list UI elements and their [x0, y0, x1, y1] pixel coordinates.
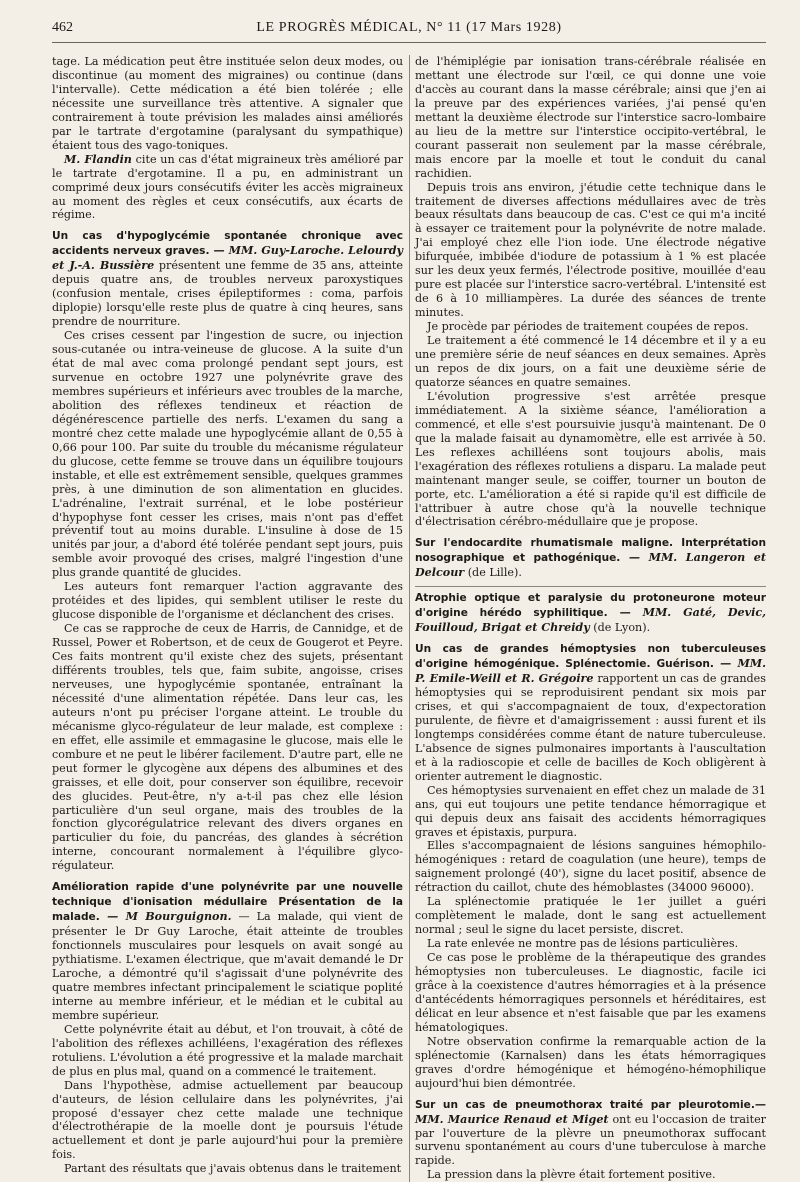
section-authors: — MM. P. Emile-Weill et R. Grégoire [415, 657, 766, 686]
journal-title: LE PROGRÈS MÉDICAL, N° 11 (17 Mars 1928) [256, 20, 562, 35]
section-rule [415, 586, 766, 587]
paragraph-text: rapportent un cas de grandes hémoptysies qui se reproduisirent pendant six mois par crises, et qui s'accompagnaient de toux, d'expectoration purulente, de fièvre et d'amaigrissement : aussi furent et ils longtemps considérées comme étant de nature tuberculeuse. L'absence de signes pulmonaires importants à l'auscultation et à la radioscopie et celle de bacilles de Koch obligèrent à orienter autrement le diagnostic. [415, 672, 766, 783]
section-heading [52, 229, 403, 329]
section-heading [415, 1098, 766, 1169]
paragraph: de l'hémiplégie par ionisation trans-cérébrale réalisée en mettant une électrode sur l'œil, ce qui donne une voie d'accès au courant dans la masse cérébrale; ainsi que j'en ai la preuve par des expériences variées, j'ai pensé qu'en mettant la deuxième électrode sur l'interstice sacro-lombaire au lieu de la mettre sur l'interstice occipito-vertébral, le courant passerait non seulement par la masse cérébrale, mais encore par la moelle et tout le conduit du canal rachidien. [415, 55, 766, 180]
section-authors: — MM. Langeron et Delcour [415, 551, 766, 580]
page-header [52, 20, 766, 43]
paragraph: L'évolution progressive s'est arrêtée presque immédiatement. A la sixième séance, l'amélioration a commencé, et elle s'est poursuivie jusqu'à maintenant. De 0 que la malade faisait au dynamomètre, elle est arrivée à 50. Les reflexes achilléens sont toujours abolis, mais l'exagération des réflexes rotuliens a disparu. La malade peut maintenant manger seule, se coiffer, tourner un bouton de porte, etc. L'amélioration a été si rapide qu'il est difficile de l'attribuer à autre chose qu'à la nouvelle technique d'électrisation cérébro-médullaire que je propose. [415, 389, 766, 529]
paragraph: La splénectomie pratiquée le 1er juillet a guéri complètement le malade, dont le sang est actuellement normal ; seul le signe du lacet persiste, discret. [415, 895, 766, 937]
section-title: Un cas de grandes hémoptysies non tuberculeuses d'origine hémogénique. Splénectomie. Guérison. [415, 643, 766, 671]
section-title: Sur un cas de pneumothorax traité par pleurotomie. [415, 1098, 755, 1111]
paragraph: Ces hémoptysies survenaient en effet chez un malade de 31 ans, qui eut toujours une petite tendance hémorragique et qui depuis deux ans faisait des accidents hémorragiques graves et épistaxis, purpura. [415, 783, 766, 839]
paragraph: Je procède par périodes de traitement coupées de repos. [427, 320, 749, 334]
page-number: 462 [52, 20, 73, 35]
left-column [52, 55, 403, 1182]
paragraph-text: présentent une femme de 35 ans, atteinte depuis quatre ans, de troubles nerveux paroxystiques (confusion mentale, crises épileptiformes : coma, parfois diplopie) lorsqu'elle reste plus de quatre à cinq heures, sans prendre de nourriture. [52, 259, 403, 329]
section-authors: — MM. Maurice Renaud et Miget [415, 1097, 766, 1126]
paragraph: Cette polynévrite était au début, et l'on trouvait, à côté de l'abolition des réflexes achilléens, l'exagération des réflexes rotuliens. L'évolution a été progressive et la malade marchait de plus en plus mal, quand on a commencé le traitement. [52, 1022, 403, 1078]
paragraph-text: cite un cas d'état migraineux très amélioré par le tartrate d'ergotamine. Il a pu, en administrant un comprimé deux jours consécutifs éviter les accès migraineux au moment des règles et ceux consécutifs, aux écarts de régime. [52, 152, 404, 222]
paragraph: Les auteurs font remarquer l'action aggravante des protéides et des lipides, qui semblent utiliser le reste du glucose disponible de l'organisme et déclanchent des crises. [52, 580, 403, 622]
section-title: Sur l'endocardite rhumatismale maligne. Interprétation nosographique et pathogénique. [415, 537, 766, 565]
paragraph: Elles s'accompagnaient de lésions sanguines hémophilo-hémogéniques : retard de coagulation (une heure), temps de saignement prolongé (40'), signe du lacet positif, absence de rétraction du caillot, chute des hémoblastes (34000 96000). [415, 839, 766, 895]
paragraph-text: — La malade, qui vient de présenter le Dr Guy Laroche, était atteinte de troubles fonctionnels musculaires pour lesquels on avait songé au pythiatisme. L'examen électrique, que m'avait demandé le Dr Laroche, a démontré qu'il s'agissait d'une polynévrite des quatre membres infectant principalement le sciatique poplité interne au membre inférieur, et le médian et le cubital au membre supérieur. [52, 910, 403, 1022]
section-place: (de Lille). [464, 566, 522, 580]
author-name: M. Flandin [64, 152, 132, 166]
paragraph [52, 153, 403, 223]
paragraph: Dans l'hypothèse, admise actuellement par beaucoup d'auteurs, de lésion cellulaire dans les polynévrites, j'ai proposé d'essayer chez cette malade une technique d'électrothérapie de la moelle dont je poursuis l'étude actuellement et dont je parle aujourd'hui pour la première fois. [52, 1078, 403, 1162]
right-column [415, 55, 766, 1182]
section-title: Atrophie optique et paralysie du protoneurone moteur d'origine hérédo syphilitique. [415, 592, 766, 620]
paragraph: Depuis trois ans environ, j'étudie cette technique dans le traitement de diverses affections médullaires avec de très beaux résultats dans beaucoup de cas. C'est ce qui m'a incité à essayer ce traitement pour la polynévrite de notre malade. J'ai employé chez elle l'ion iode. Une électrode négative bifurquée, imbibée d'iodure de potassium à 1 % est placée sur les deux yeux fermés, l'électrode positive, mouillée d'eau pure est placée sur l'interstice sacro-vertébral. L'intensité est de 6 à 10 milliampères. La durée des séances de trente minutes. [415, 180, 766, 320]
paragraph: Partant des résultats que j'avais obtenus dans le traitement [64, 1162, 402, 1176]
paragraph: Le traitement a été commencé le 14 décembre et il y a eu une première série de neuf séances en deux semaines. Après un repos de dix jours, on a fait une deuxième série de quatorze séances en quatre semaines. [415, 334, 766, 389]
section-heading [52, 880, 403, 1023]
paragraph: La pression dans la plèvre était fortement positive. [427, 1168, 716, 1182]
two-column-body [52, 55, 766, 1182]
section-title: Un cas d'hypoglycémie spontanée chronique avec accidents nerveux graves. [52, 230, 403, 258]
section-authors: — MM. Guy-Laroche. Lelourdy et J.-A. Bussière [52, 244, 403, 273]
paragraph: Notre observation confirme la remarquable action de la splénectomie (Karnalsen) dans les états hémorragiques graves d'ordre hémogénique et hémogéno-hémophilique aujourd'hui bien démontrée. [415, 1034, 766, 1090]
paragraph: Ces crises cessent par l'ingestion de sucre, ou injection sous-cutanée ou intra-veineuse de glucose. A la suite d'un état de mal avec coma prolongé pendant sept jours, est survenue en octobre 1927 une polynévrite grave des membres supérieurs et inférieurs avec troubles de la marche, abolition des réflexes tendineux et réaction de dégénérescence partielle des nerfs. L'examen du sang a montré chez cette malade une hypoglycémie allant de 0,55 à 0,66 pour 100. Par suite du trouble du mécanisme régulateur du glucose, cette femme se trouve dans un équilibre toujours instable, et elle est extrêmement sensible, quelques grammes près, à une diminution de son alimentation en glucides. L'adrénaline, l'extrait surrénal, et le lobe postérieur d'hypophyse font cesser les crises, mais n'ont pas d'effet préventif tout au moins durable. L'insuline à dose de 15 unités par jour, a d'abord été tolérée pendant sept jours, puis semble avoir provoqué des crises, malgré l'ingestion d'une plus grande quantité de glucides. [52, 329, 403, 580]
section-heading [415, 591, 766, 635]
paragraph: La rate enlevée ne montre pas de lésions particulières. [427, 937, 739, 951]
paragraph-text: ont eu l'occasion de traiter par l'ouverture de la plèvre un pneumothorax suffocant survenu spontanément au cours d'une tuberculose à marche rapide. [415, 1112, 767, 1168]
paragraph: tage. La médication peut être instituée selon deux modes, ou discontinue (au moment des migraines) ou continue (dans l'intervalle). Cette médication a été bien tolérée ; elle nécessite une surveillance très attentive. A signaler que contrairement à toute prévision les malades ainsi améliorés par le tartrate d'ergotamine (paralysant du sympathique) étaient tous des vago-toniques. [52, 55, 403, 152]
section-place: (de Lyon). [589, 621, 651, 635]
paragraph: Ce cas pose le problème de la thérapeutique des grandes hémoptysies non tuberculeuses. Le diagnostic, facile ici grâce à la coexistence d'autres hémorragies et à la présence d'antécédents hémorragiques personnels et héréditaires, est délicat en leur absence et n'est faisable que par les examens hématologiques. [415, 951, 766, 1034]
section-heading [415, 536, 766, 580]
section-heading [415, 642, 766, 784]
paragraph: Ce cas se rapproche de ceux de Harris, de Cannidge, et de Russel, Power et Robertson, et de ceux de Gougerot et Peyre. Ces faits montrent qu'il existe chez des sujets, présentant différents troubles, tels que, faim subite, angoisse, crises nerveuses, une hypoglycémie spontanée, entraînant la nécessité d'une alimentation répétée. Dans leur cas, les auteurs n'ont pu préciser l'organe atteint. Le trouble du mécanisme glyco-régulateur de leur malade, est complexe : en effet, elle assimile et emmagasine le glucose, mais elle le combure et ne peut le libérer facilement. D'autre part, elle ne peut former le glycogène aux dépens des albumines et des graisses, et elle doit, pour conserver son équilibre, recevoir des glucides. Peut-être, n'y a-t-il pas chez elle lésion particulière d'un seul organe, mais des troubles de la fonction glycorégulatrice relevant des divers organes en particulier du foie, du pancréas, des glandes à sécrétion interne, concourant normalement à l'équilibre glyco-régulateur. [52, 622, 403, 873]
column-divider [409, 55, 410, 1182]
section-authors: — M Bourguignon. [99, 910, 232, 924]
section-authors: — MM. Gaté, Devic, Fouilloud, Brigat et Chreidy [415, 606, 766, 635]
section-title: Amélioration rapide d'une polynévrite par une nouvelle technique d'ionisation médullaire Présentation de la malade. [52, 881, 403, 924]
